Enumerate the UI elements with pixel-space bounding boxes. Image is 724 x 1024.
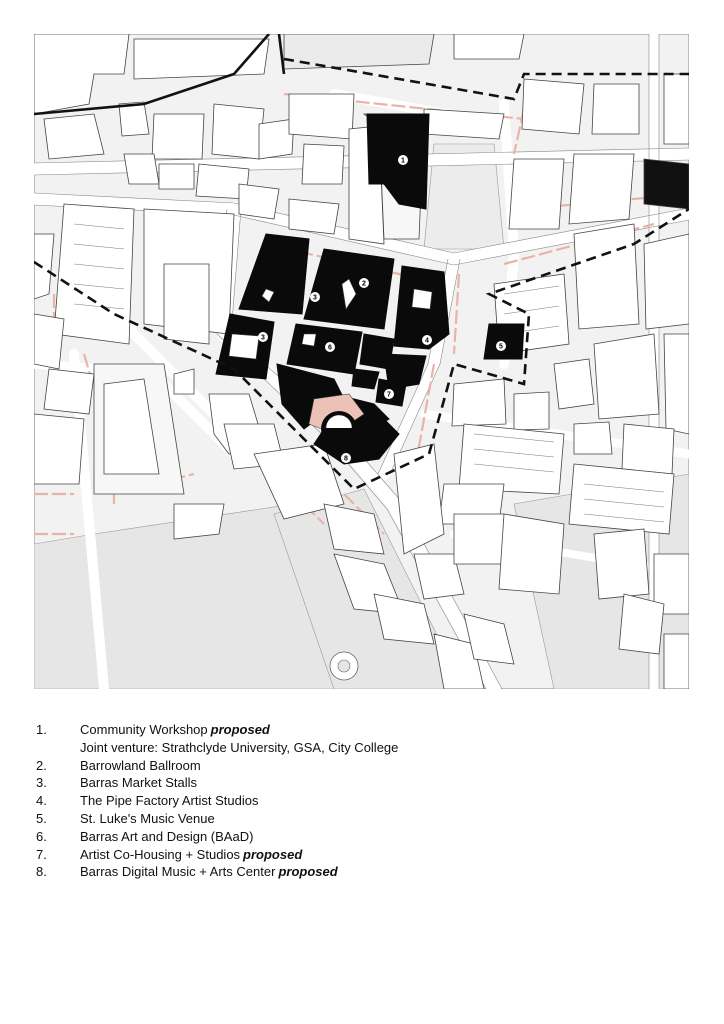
legend-item-4 — [36, 792, 696, 810]
svg-text:3: 3 — [261, 334, 265, 342]
legend-text: Barras Digital Music + Arts Center — [80, 864, 276, 880]
legend-text: Community Workshop — [80, 722, 208, 737]
legend-number: 6. — [36, 828, 47, 844]
legend-proposed: proposed — [278, 864, 338, 880]
svg-text:6: 6 — [328, 344, 332, 352]
svg-text:3: 3 — [313, 294, 317, 302]
marker-1 — [398, 155, 408, 165]
site-map — [34, 34, 689, 689]
legend-item-1-note — [36, 739, 696, 757]
legend-text: St. Luke's Music Venue — [80, 810, 215, 826]
legend-number: 1. — [36, 722, 47, 737]
legend-item-2 — [36, 757, 696, 775]
svg-text:8: 8 — [344, 455, 348, 463]
marker-7 — [384, 389, 394, 399]
legend-number: 3. — [36, 775, 47, 791]
legend-number: 7. — [36, 846, 47, 862]
legend-number: 8. — [36, 864, 47, 880]
marker-3 — [310, 292, 320, 302]
legend-number: 2. — [36, 757, 47, 773]
legend-item-8 — [36, 863, 696, 881]
legend-proposed: proposed — [243, 846, 303, 862]
legend-proposed: proposed — [210, 722, 270, 737]
marker-2 — [359, 278, 369, 288]
legend-item-3 — [36, 774, 696, 792]
legend-text: Artist Co-Housing + Studios — [80, 846, 241, 862]
svg-text:4: 4 — [425, 337, 429, 345]
roundabout-island — [338, 660, 350, 672]
svg-text:2: 2 — [362, 280, 366, 288]
legend-text: Barrowland Ballroom — [80, 757, 201, 773]
marker-8 — [341, 453, 351, 463]
legend-item-6 — [36, 828, 696, 846]
marker-3b — [258, 332, 268, 342]
svg-text:7: 7 — [387, 391, 391, 399]
marker-5 — [496, 341, 506, 351]
svg-text:5: 5 — [499, 343, 503, 351]
map-canvas — [34, 34, 689, 689]
legend — [36, 721, 696, 881]
legend-item-5 — [36, 810, 696, 828]
legend-number: 4. — [36, 793, 47, 809]
legend-text: Joint venture: Strathclyde University, GSA, City College — [80, 739, 399, 755]
svg-text:1: 1 — [401, 157, 405, 165]
legend-text: Barras Market Stalls — [80, 775, 198, 791]
legend-item-7 — [36, 846, 696, 864]
building-5 — [484, 324, 524, 359]
legend-text: Barras Art and Design (BAaD) — [80, 828, 254, 844]
marker-6 — [325, 342, 335, 352]
marker-4 — [422, 335, 432, 345]
legend-text: The Pipe Factory Artist Studios — [80, 793, 259, 809]
legend-number: 5. — [36, 810, 47, 826]
legend-item-1 — [36, 721, 696, 739]
